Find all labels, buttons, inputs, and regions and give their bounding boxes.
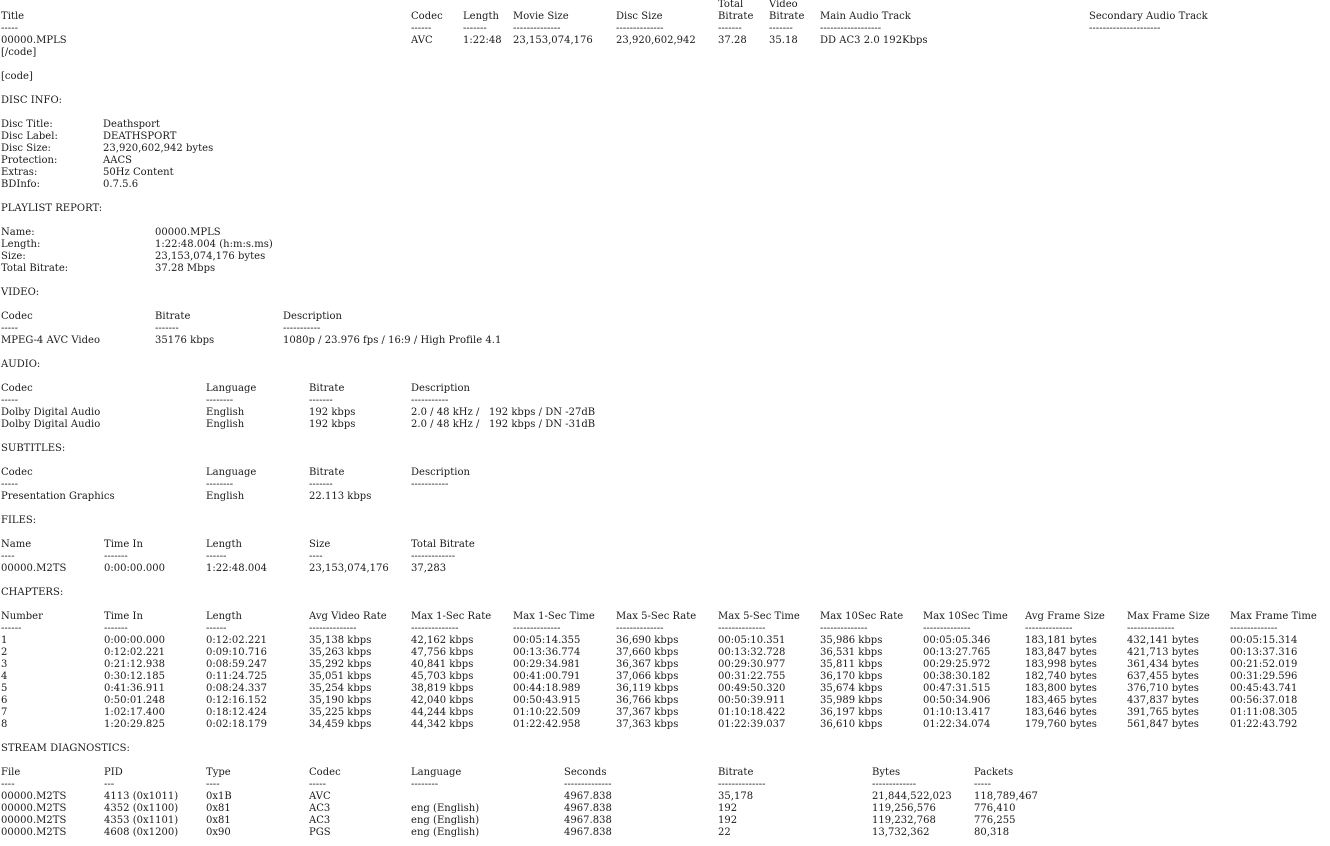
column-underline: -----------	[411, 395, 449, 406]
table-cell: 391,765 bytes	[1127, 707, 1199, 718]
column-underline: --------------	[1127, 623, 1175, 634]
column-underline: -------------	[411, 551, 456, 562]
column-header: Codec	[309, 767, 341, 778]
table-cell: 776,255	[974, 815, 1016, 826]
table-cell: Dolby Digital Audio	[1, 407, 101, 418]
table-cell: 00000.M2TS	[1, 815, 67, 826]
table-cell: 4608 (0x1200)	[104, 827, 179, 838]
column-header: Length	[206, 611, 242, 622]
table-cell: 22	[718, 827, 731, 838]
info-value: 23,153,074,176 bytes	[155, 251, 266, 262]
info-value: AACS	[103, 155, 133, 166]
info-label: Extras:	[1, 167, 38, 178]
table-cell: 00000.M2TS	[1, 791, 67, 802]
column-header: Length	[463, 11, 499, 22]
table-cell: 01:10:18.422	[718, 707, 786, 718]
table-cell: 183,181 bytes	[1025, 635, 1097, 646]
column-underline: --------------	[820, 623, 868, 634]
table-cell: 35,674 kbps	[820, 683, 883, 694]
table-cell: 4352 (0x1100)	[104, 803, 179, 814]
column-header: Codec	[1, 383, 33, 394]
column-header: Description	[411, 383, 470, 394]
table-cell: 1:22:48.004	[206, 563, 268, 574]
table-cell: 0:09:10.716	[206, 647, 268, 658]
column-underline: -------	[309, 395, 333, 406]
column-header: Name	[1, 539, 32, 550]
table-cell: 35,051 kbps	[309, 671, 372, 682]
table-cell: 561,847 bytes	[1127, 719, 1199, 730]
table-cell: 00:13:36.774	[513, 647, 581, 658]
table-cell: 00:44:18.989	[513, 683, 581, 694]
column-header: Max 10Sec Rate	[820, 611, 904, 622]
table-cell: 36,766 kbps	[616, 695, 679, 706]
column-header: Video	[769, 0, 798, 10]
column-header: Codec	[411, 11, 443, 22]
table-cell: 37,066 kbps	[616, 671, 679, 682]
table-cell: 35,138 kbps	[309, 635, 372, 646]
playlist-heading: PLAYLIST REPORT:	[1, 203, 103, 214]
table-cell: 44,244 kbps	[411, 707, 474, 718]
table-cell: 00:29:30.977	[718, 659, 786, 670]
table-cell: 42,040 kbps	[411, 695, 474, 706]
column-underline: ------	[206, 551, 227, 562]
table-cell: 37,367 kbps	[616, 707, 679, 718]
column-underline: ----	[309, 551, 323, 562]
column-header: Avg Video Rate	[309, 611, 387, 622]
column-underline: --------	[206, 479, 234, 490]
info-value: Deathsport	[103, 119, 160, 130]
column-header: Total	[718, 0, 744, 10]
table-cell: 0:50:01.248	[104, 695, 166, 706]
column-underline: -----	[1, 395, 18, 406]
column-underline: --------------	[718, 779, 766, 790]
column-underline: ------	[206, 623, 227, 634]
table-cell: 38,819 kbps	[411, 683, 474, 694]
table-cell: 192 kbps	[309, 419, 356, 430]
table-cell: 00:50:39.911	[718, 695, 786, 706]
chapters-heading: CHAPTERS:	[1, 587, 64, 598]
column-header: Bitrate	[155, 311, 191, 322]
table-cell: Presentation Graphics	[1, 491, 115, 502]
column-header: Bitrate	[309, 383, 345, 394]
column-header: Max 10Sec Time	[923, 611, 1008, 622]
table-cell: 35176 kbps	[155, 335, 215, 346]
column-header: Packets	[974, 767, 1014, 778]
table-cell: 7	[1, 707, 8, 718]
table-cell: 0:21:12.938	[104, 659, 166, 670]
info-label: Length:	[1, 239, 41, 250]
column-header: Number	[1, 611, 43, 622]
table-cell: 35.18	[769, 35, 798, 46]
table-cell: 0x90	[206, 827, 231, 838]
column-header: Seconds	[564, 767, 607, 778]
column-header: Total Bitrate	[411, 539, 475, 550]
column-underline: --------------	[309, 623, 357, 634]
column-underline: --------------	[923, 623, 971, 634]
video-heading: VIDEO:	[1, 287, 40, 298]
table-cell: 00000.M2TS	[1, 827, 67, 838]
info-value: 37.28 Mbps	[155, 263, 216, 274]
table-cell: 118,789,467	[974, 791, 1038, 802]
table-cell: eng (English)	[411, 803, 480, 814]
table-cell: 6	[1, 695, 8, 706]
info-value: DEATHSPORT	[103, 131, 177, 142]
table-cell: AC3	[309, 815, 331, 826]
column-header: Codec	[1, 311, 33, 322]
column-header: Time In	[104, 611, 143, 622]
column-underline: -------	[769, 23, 793, 34]
table-cell: 23,153,074,176	[309, 563, 389, 574]
table-cell: 182,740 bytes	[1025, 671, 1097, 682]
table-cell: eng (English)	[411, 827, 480, 838]
column-header: Description	[283, 311, 342, 322]
table-cell: 0:41:36.911	[104, 683, 166, 694]
table-cell: 119,232,768	[872, 815, 936, 826]
table-cell: 00000.M2TS	[1, 563, 67, 574]
table-cell: 01:10:13.417	[923, 707, 991, 718]
table-cell: 01:22:42.958	[513, 719, 581, 730]
disc-info-heading: DISC INFO:	[1, 95, 63, 106]
table-cell: 0:12:02.221	[104, 647, 166, 658]
table-cell: 35,263 kbps	[309, 647, 372, 658]
column-underline: -------	[104, 623, 128, 634]
table-cell: 00:41:00.791	[513, 671, 581, 682]
column-underline: -----	[309, 779, 326, 790]
table-cell: 00:38:30.182	[923, 671, 991, 682]
column-header: Avg Frame Size	[1025, 611, 1105, 622]
table-cell: 0:12:02.221	[206, 635, 268, 646]
column-underline: --------------	[411, 623, 459, 634]
table-cell: 00:13:27.765	[923, 647, 991, 658]
table-cell: 0x81	[206, 815, 231, 826]
info-value: 00000.MPLS	[155, 227, 221, 238]
column-underline: ----	[206, 779, 220, 790]
table-cell: 36,197 kbps	[820, 707, 883, 718]
column-underline: --------------	[1230, 623, 1278, 634]
table-cell: 36,531 kbps	[820, 647, 883, 658]
table-cell: 0:30:12.185	[104, 671, 166, 682]
table-cell: 1	[1, 635, 8, 646]
column-underline: ---------------------	[1089, 23, 1161, 34]
column-underline: -----	[974, 779, 991, 790]
table-cell: 00:05:15.314	[1230, 635, 1298, 646]
table-cell: 0x1B	[206, 791, 232, 802]
column-underline: ---	[104, 779, 115, 790]
column-header: Max Frame Size	[1127, 611, 1210, 622]
column-underline: -------	[104, 551, 128, 562]
table-cell: 00:13:32.728	[718, 647, 786, 658]
column-header: Max Frame Time	[1230, 611, 1317, 622]
table-cell: 0:00:00.000	[104, 563, 166, 574]
table-cell: 37,283	[411, 563, 447, 574]
table-cell: 2.0 / 48 kHz / 192 kbps / DN -31dB	[411, 419, 596, 430]
table-cell: 00:05:05.346	[923, 635, 991, 646]
table-cell: 42,162 kbps	[411, 635, 474, 646]
info-label: Name:	[1, 227, 35, 238]
column-header: Description	[411, 467, 470, 478]
table-cell: 37,660 kbps	[616, 647, 679, 658]
table-cell: 5	[1, 683, 8, 694]
table-cell: 35,178	[718, 791, 754, 802]
audio-heading: AUDIO:	[1, 359, 41, 370]
column-header: File	[1, 767, 21, 778]
table-cell: 4113 (0x1011)	[104, 791, 179, 802]
table-cell: 35,190 kbps	[309, 695, 372, 706]
table-cell: 00:31:22.755	[718, 671, 786, 682]
column-underline: -----	[1, 323, 18, 334]
table-cell: 183,847 bytes	[1025, 647, 1097, 658]
column-underline: -------	[155, 323, 179, 334]
table-cell: 0:12:16.152	[206, 695, 268, 706]
info-label: Disc Size:	[1, 143, 51, 154]
info-value: 0.7.5.6	[103, 179, 139, 190]
table-cell: 183,800 bytes	[1025, 683, 1097, 694]
table-cell: 00:21:52.019	[1230, 659, 1298, 670]
table-cell: 776,410	[974, 803, 1016, 814]
column-header: Max 1-Sec Time	[513, 611, 595, 622]
table-cell: 183,998 bytes	[1025, 659, 1097, 670]
info-label: Protection:	[1, 155, 58, 166]
table-cell: 00:05:10.351	[718, 635, 786, 646]
table-cell: 45,703 kbps	[411, 671, 474, 682]
table-cell: 3	[1, 659, 8, 670]
table-cell: 00000.MPLS	[1, 35, 67, 46]
table-cell: 2.0 / 48 kHz / 192 kbps / DN -27dB	[411, 407, 596, 418]
table-cell: 8	[1, 719, 8, 730]
column-underline: ------	[1, 623, 22, 634]
column-header: Secondary Audio Track	[1089, 11, 1208, 22]
table-cell: 80,318	[974, 827, 1010, 838]
column-header: Title	[1, 11, 25, 22]
column-underline: ------------------	[820, 23, 882, 34]
table-cell: 00:13:37.316	[1230, 647, 1298, 658]
table-cell: 23,153,074,176	[513, 35, 593, 46]
table-cell: 34,459 kbps	[309, 719, 372, 730]
table-cell: 4967.838	[564, 815, 612, 826]
table-cell: 13,732,362	[872, 827, 930, 838]
column-underline: -----	[1, 479, 18, 490]
table-cell: eng (English)	[411, 815, 480, 826]
column-underline: -----------	[283, 323, 321, 334]
table-cell: 44,342 kbps	[411, 719, 474, 730]
table-cell: 01:22:43.792	[1230, 719, 1298, 730]
column-header: Bitrate	[718, 11, 754, 22]
table-cell: 01:22:34.074	[923, 719, 991, 730]
column-header: Bitrate	[718, 767, 754, 778]
table-cell: 1:02:17.400	[104, 707, 166, 718]
info-label: Size:	[1, 251, 26, 262]
table-cell: 1080p / 23.976 fps / 16:9 / High Profile 4.1	[283, 335, 502, 346]
column-header: Length	[206, 539, 242, 550]
column-underline: --------------	[616, 23, 664, 34]
table-cell: 0:08:24.337	[206, 683, 268, 694]
column-header: Time In	[104, 539, 143, 550]
table-cell: 376,710 bytes	[1127, 683, 1199, 694]
table-cell: 40,841 kbps	[411, 659, 474, 670]
table-cell: 35,292 kbps	[309, 659, 372, 670]
table-cell: 36,610 kbps	[820, 719, 883, 730]
table-cell: 0x81	[206, 803, 231, 814]
table-cell: 23,920,602,942	[616, 35, 696, 46]
files-heading: FILES:	[1, 515, 37, 526]
table-cell: 0:00:00.000	[104, 635, 166, 646]
table-cell: 421,713 bytes	[1127, 647, 1199, 658]
table-cell: 0:08:59.247	[206, 659, 268, 670]
column-header: Bytes	[872, 767, 901, 778]
info-value: 1:22:48.004 (h:m:s.ms)	[155, 239, 273, 250]
table-cell: 183,465 bytes	[1025, 695, 1097, 706]
table-cell: 00:29:34.981	[513, 659, 581, 670]
column-header: Bitrate	[769, 11, 805, 22]
column-underline: --------------	[564, 779, 612, 790]
table-cell: 22.113 kbps	[309, 491, 372, 502]
column-underline: --------	[206, 395, 234, 406]
table-cell: 36,690 kbps	[616, 635, 679, 646]
table-cell: 00:31:29.596	[1230, 671, 1298, 682]
column-header: Language	[411, 767, 462, 778]
table-cell: AVC	[309, 791, 331, 802]
table-cell: 35,989 kbps	[820, 695, 883, 706]
table-cell: 0:11:24.725	[206, 671, 268, 682]
info-label: Disc Label:	[1, 131, 58, 142]
table-cell: 36,119 kbps	[616, 683, 679, 694]
column-underline: ----	[1, 551, 15, 562]
column-header: Max 1-Sec Rate	[411, 611, 492, 622]
info-value: 23,920,602,942 bytes	[103, 143, 214, 154]
table-cell: MPEG-4 AVC Video	[1, 335, 101, 346]
table-cell: 37,363 kbps	[616, 719, 679, 730]
subtitles-heading: SUBTITLES:	[1, 443, 66, 454]
table-cell: 00:45:43.741	[1230, 683, 1298, 694]
column-underline: --------------	[1025, 623, 1073, 634]
column-header: Language	[206, 383, 257, 394]
table-cell: 2	[1, 647, 8, 658]
column-header: Codec	[1, 467, 33, 478]
info-label: Disc Title:	[1, 119, 53, 130]
table-cell: 119,256,576	[872, 803, 936, 814]
column-header: PID	[104, 767, 123, 778]
streams-heading: STREAM DIAGNOSTICS:	[1, 743, 130, 754]
column-header: Size	[309, 539, 331, 550]
table-cell: 192	[718, 803, 738, 814]
table-cell: 36,170 kbps	[820, 671, 883, 682]
table-cell: 35,225 kbps	[309, 707, 372, 718]
table-cell: English	[206, 491, 245, 502]
column-underline: -------	[463, 23, 487, 34]
table-cell: 21,844,522,023	[872, 791, 952, 802]
table-cell: 01:11:08.305	[1230, 707, 1298, 718]
info-label: Total Bitrate:	[1, 263, 69, 274]
table-cell: 01:10:22.509	[513, 707, 581, 718]
table-cell: English	[206, 407, 245, 418]
table-cell: DD AC3 2.0 192Kbps	[820, 35, 928, 46]
column-underline: ----	[1, 779, 15, 790]
table-cell: 47,756 kbps	[411, 647, 474, 658]
column-header: Bitrate	[309, 467, 345, 478]
column-header: Language	[206, 467, 257, 478]
table-cell: 437,837 bytes	[1127, 695, 1199, 706]
table-cell: 4967.838	[564, 791, 612, 802]
column-underline: -----	[1, 23, 18, 34]
table-cell: AC3	[309, 803, 331, 814]
table-cell: English	[206, 419, 245, 430]
table-cell: 00:49:50.320	[718, 683, 786, 694]
column-underline: -------------	[872, 779, 917, 790]
table-cell: 35,811 kbps	[820, 659, 883, 670]
info-label: BDInfo:	[1, 179, 40, 190]
table-cell: 361,434 bytes	[1127, 659, 1199, 670]
table-cell: PGS	[309, 827, 331, 838]
table-cell: 00:56:37.018	[1230, 695, 1298, 706]
table-cell: 432,141 bytes	[1127, 635, 1199, 646]
column-header: Disc Size	[616, 11, 663, 22]
table-cell: Dolby Digital Audio	[1, 419, 101, 430]
table-cell: 192 kbps	[309, 407, 356, 418]
table-cell: 637,455 bytes	[1127, 671, 1199, 682]
table-cell: 0:02:18.179	[206, 719, 268, 730]
table-cell: 35,254 kbps	[309, 683, 372, 694]
column-underline: -------	[309, 479, 333, 490]
column-underline: --------------	[718, 623, 766, 634]
column-underline: -------	[718, 23, 742, 34]
column-underline: --------------	[513, 23, 561, 34]
table-cell: 00:47:31.515	[923, 683, 991, 694]
table-cell: 192	[718, 815, 738, 826]
code-close-tag: [/code]	[1, 47, 37, 58]
table-cell: 1:20:29.825	[104, 719, 166, 730]
column-header: Type	[206, 767, 231, 778]
column-underline: --------------	[616, 623, 664, 634]
table-cell: 1:22:48	[463, 35, 502, 46]
column-header: Movie Size	[513, 11, 569, 22]
column-underline: ------	[411, 23, 432, 34]
column-header: Main Audio Track	[820, 11, 911, 22]
table-cell: 37.28	[718, 35, 747, 46]
column-underline: -----------	[411, 479, 449, 490]
column-header: Max 5-Sec Time	[718, 611, 800, 622]
table-cell: 01:22:39.037	[718, 719, 786, 730]
table-cell: 4967.838	[564, 803, 612, 814]
table-cell: AVC	[411, 35, 433, 46]
info-value: 50Hz Content	[103, 167, 174, 178]
table-cell: 183,646 bytes	[1025, 707, 1097, 718]
column-header: Max 5-Sec Rate	[616, 611, 697, 622]
table-cell: 00:50:43.915	[513, 695, 581, 706]
code-open-tag: [code]	[1, 71, 33, 82]
table-cell: 00:50:34.906	[923, 695, 991, 706]
table-cell: 00:29:25.972	[923, 659, 991, 670]
column-underline: --------	[411, 779, 439, 790]
table-cell: 00:05:14.355	[513, 635, 581, 646]
table-cell: 4353 (0x1101)	[104, 815, 179, 826]
table-cell: 36,367 kbps	[616, 659, 679, 670]
column-underline: --------------	[513, 623, 561, 634]
table-cell: 35,986 kbps	[820, 635, 883, 646]
table-cell: 4	[1, 671, 8, 682]
table-cell: 179,760 bytes	[1025, 719, 1097, 730]
table-cell: 0:18:12.424	[206, 707, 268, 718]
table-cell: 00000.M2TS	[1, 803, 67, 814]
table-cell: 4967.838	[564, 827, 612, 838]
